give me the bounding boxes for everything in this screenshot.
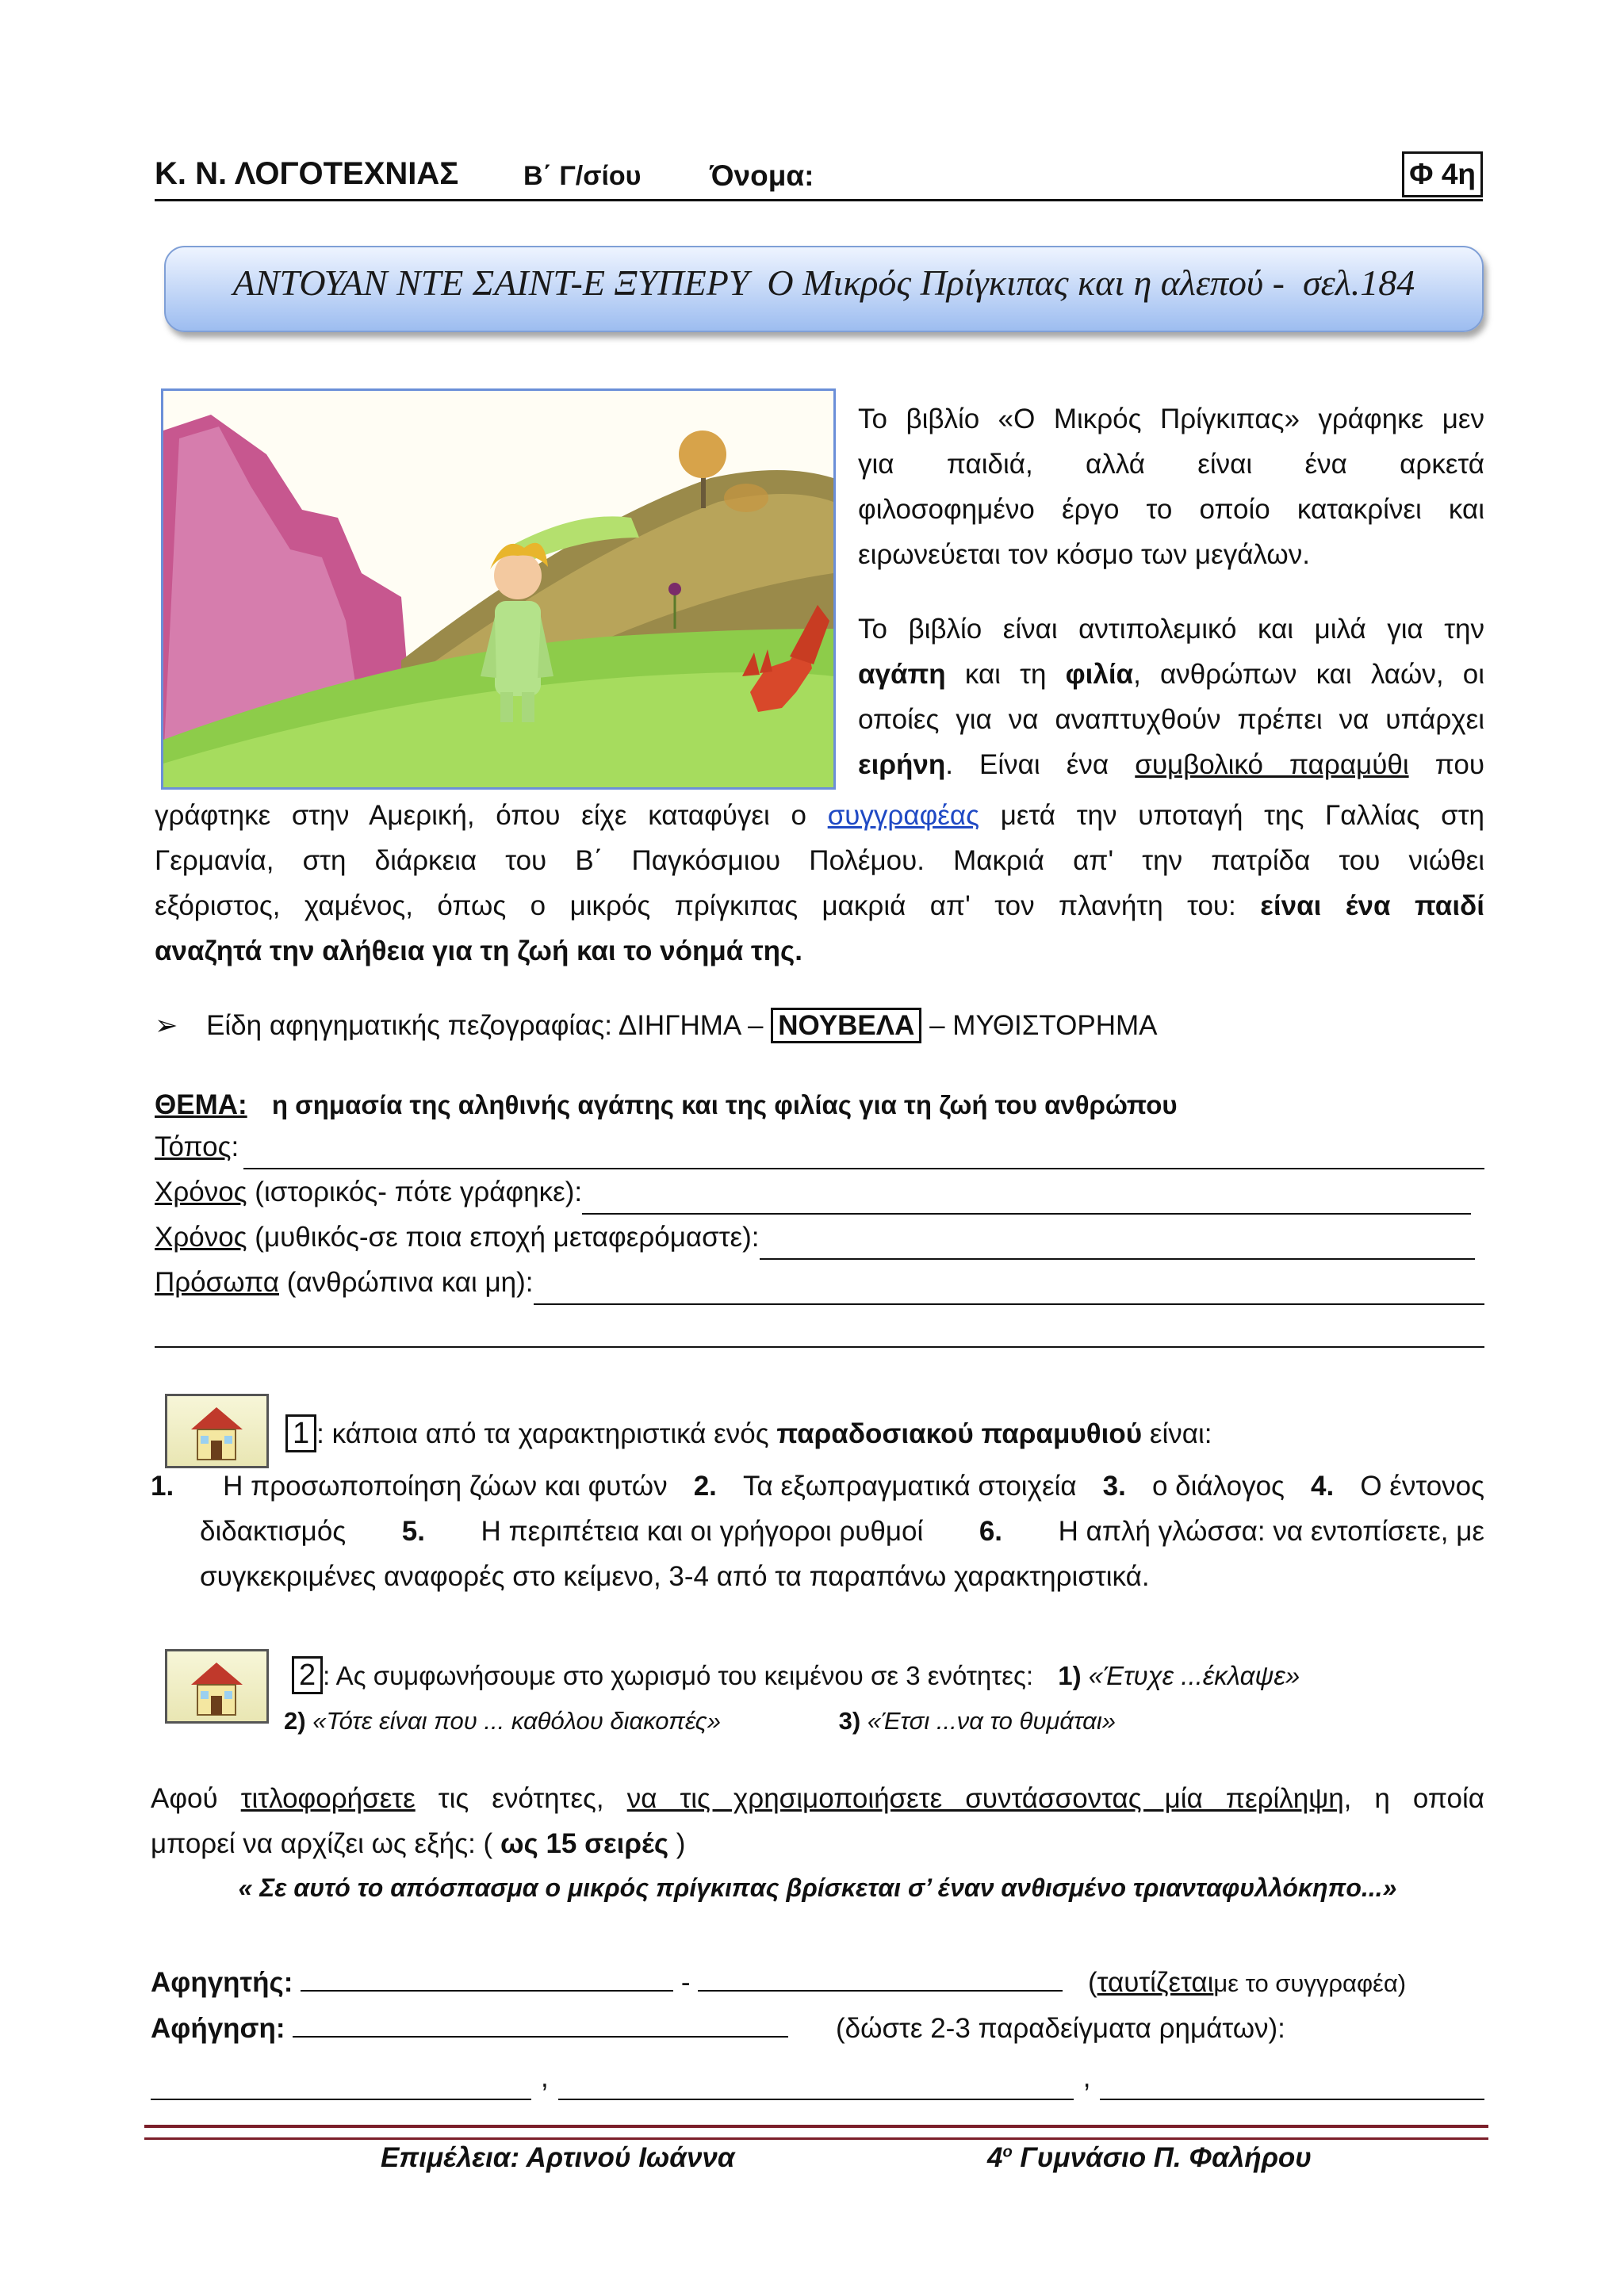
comma: , [541,2062,549,2093]
note-identified: ταυτίζεται [1097,1967,1214,1998]
task1-line: συγκεκριμένες αναφορές στο κείμενο, 3-4 από τα παραπάνω χαρακτηριστικά. [200,1561,1150,1592]
intro-line: Γερμανία, στη διάρκεια του Β΄ Παγκόσμιου Πολέμου. Μακριά απ' την πατρίδα του νιώθει [155,845,1484,876]
house-icon [165,1649,269,1724]
time-mythical-field [155,1215,1475,1260]
summary-start-quote: « Σε αυτό το απόσπασμα ο μικρός πρίγκιπας βρίσκεται σ’ έναν ανθισμένο τριανταφυλλόκηπο...» [238,1873,1397,1902]
traditional-tale: παραδοσιακού παραμυθιού [776,1418,1143,1449]
task2-line [151,1776,1484,1821]
banner-page: σελ.184 [1302,262,1415,303]
task2-number: 2 [292,1656,323,1694]
task2-intro-text: : Ας συμφωνήσουμε στο χωρισμό του κειμένου σε 3 ενότητες: [323,1661,1034,1690]
task1-list [151,1464,1484,1599]
task2-intro [292,1655,1300,1696]
narration-row [151,2004,1285,2051]
illustration-svg [163,391,833,787]
intro-fragment: γράφτηκε στην Αμερική, όπου είχε καταφύγει ο [155,800,806,831]
section-1: «Έτυχε ...έκλαψε» [1088,1661,1300,1690]
time-historical-field [155,1169,1471,1215]
friendship-word: φιλία [1065,659,1134,690]
footer-school [987,2142,1312,2174]
persons-field [155,1260,1484,1305]
house-icon [165,1394,269,1468]
task1-intro-text: : κάποια από τα χαρακτηριστικά ενός [316,1418,769,1449]
theme-text: η σημασία της αληθινής αγάπης και της φιλίας για τη ζωή του ανθρώπου [271,1090,1178,1119]
narrator-label: Αφηγητής: [151,1967,293,1998]
section-number: 3) [838,1707,861,1735]
task2-fragment: τις ενότητες, [438,1783,604,1814]
task2-fragment: ως 15 σειρές [500,1828,669,1859]
task2-fragment: τιτλοφορήσετε [240,1783,416,1814]
subject-label: Κ. Ν. ΛΟΓΟΤΕΧΝΙΑΣ [155,156,459,191]
time-mythical-input-line[interactable] [760,1223,1475,1260]
header [155,155,1483,201]
place-label: Τόπος [155,1131,232,1162]
name-label: Όνομα: [710,159,814,192]
footer-editor: Επιμέλεια: Αρτινού Ιωάννα [381,2142,735,2173]
fields-block [155,1124,1484,1348]
intro-fragment: εξόριστος, χαμένος, όπως ο μικρός πρίγκιπας μακριά απ' τον πλανήτη του: [155,890,1236,921]
time-label: Χρόνος [155,1222,247,1253]
arrow-bullet-icon: ➢ [155,1010,178,1041]
intro-line: για παιδιά, αλλά είναι ένα αρκετά [858,449,1484,480]
list-number: 3. [1102,1471,1126,1502]
verbs-row [151,2055,1484,2100]
intro-line [155,883,1484,928]
narrator-input-line-2[interactable] [698,1958,1063,1992]
banner-text [166,262,1482,304]
feature: Η περιπέτεια και οι γρήγοροι ρυθμοί [481,1516,924,1547]
task2-line [151,1821,1484,1866]
genres-label: Είδη αφηγηματικής πεζογραφίας: ΔΙΗΓΗΜΑ – [206,1010,764,1041]
school-number: 4 [987,2142,1003,2173]
intro-line: οποίες για να αναπτυχθούν πρέπει να υπάρχει [858,704,1484,735]
task2-paragraph [151,1776,1484,1866]
task1-intro [285,1411,1212,1456]
intro-fragment: . Είναι ένα [945,749,1109,780]
verb-input-line-2[interactable] [558,2067,1074,2100]
task2-fragment: να τις χρησιμοποιήσετε συντάσσοντας μία περίληψη [626,1783,1344,1814]
love-word: αγάπη [858,659,946,690]
list-number: 5. [401,1516,425,1547]
banner-author: ΑΝΤΟΥΑΝ ΝΤΕ ΣΑΙΝΤ-Ε ΞΥΠΕΡΥ [232,262,749,303]
feature: Ο έντονος [1360,1471,1484,1502]
extra-input-line[interactable] [155,1305,1484,1348]
comma: , [1082,2062,1091,2093]
section-number: 1) [1058,1661,1082,1690]
task2-fragment: μπορεί να αρχίζει ως εξής: ( [151,1828,493,1859]
feature: Η απλή γλώσσα: να εντοπίσετε, με [1058,1516,1484,1547]
footer-rule [144,2125,1488,2140]
intro-line: Το βιβλίο «Ο Μικρός Πρίγκιπας» γράφηκε μεν [858,404,1484,434]
theme-label: ΘΕΜΑ: [155,1089,247,1120]
narrator-input-line-1[interactable] [301,1958,673,1992]
genres-rest: – ΜΥΘΙΣΤΟΡΗΜΑ [929,1010,1158,1041]
intro-line: αναζητά την αλήθεια για τη ζωή και το νόημά της. [155,936,802,966]
list-number: 2. [693,1471,717,1502]
section-3: «Έτσι ...να το θυμάται» [867,1707,1116,1735]
feature: ο διάλογος [1151,1471,1285,1502]
task2-fragment: Αφού [151,1783,218,1814]
intro-fragment: που [1434,749,1484,780]
title-banner [164,246,1484,332]
school-name: Γυμνάσιο Π. Φαλήρου [1020,2142,1312,2173]
place-input-line[interactable] [243,1133,1484,1169]
narration-label: Αφήγηση: [151,2013,285,2044]
task1-intro-end: είναι: [1149,1418,1212,1449]
intro-line: Το βιβλίο είναι αντιπολεμικό και μιλά για την [858,614,1484,645]
intro-fragment: είναι ένα παιδί [1260,890,1484,921]
little-prince-illustration [161,388,836,790]
intro-line: ειρωνεύεται τον κόσμο των μεγάλων. [858,539,1310,570]
worksheet-code: Φ 4η [1402,151,1483,197]
task2-fragment: , η οποία [1343,1783,1485,1814]
genres-line [155,1003,1158,1048]
task1-number: 1 [285,1414,316,1452]
feature: Η προσωποποίηση ζώων και φυτών [223,1471,668,1502]
narration-input-line[interactable] [293,2004,788,2038]
intro-line: φιλοσοφημένο έργο το οποίο κατακρίνει και [858,494,1484,525]
list-number: 6. [979,1516,1003,1547]
task1-line [151,1464,1484,1509]
intro-line [858,652,1484,697]
class-label: Β΄ Γ/σίου [523,161,642,191]
genre-selected: ΝΟΥΒΕΛΑ [771,1008,921,1043]
intro-line [858,742,1484,787]
time-hist-rest: (ιστορικός- πότε γράφηκε): [255,1177,583,1207]
note-open: ( [1088,1967,1097,1998]
banner-work: Ο Μικρός Πρίγκιπας και η αλεπού - [767,262,1285,303]
theme-line [155,1086,1178,1124]
narrator-note [1088,1967,1406,1998]
time-myth-rest: (μυθικός-σε ποια εποχή μεταφερόμαστε): [255,1222,760,1253]
section-number: 2) [284,1707,306,1735]
verb-input-line-1[interactable] [151,2067,531,2100]
narrator-row [151,1958,1406,2006]
time-historical-input-line[interactable] [582,1178,1471,1215]
intro-paragraph-2 [858,607,1484,787]
list-number: 1. [151,1471,174,1502]
intro-fragment: μετά την υποταγή της Γαλλίας στη [1000,800,1485,831]
verb-input-line-3[interactable] [1100,2067,1484,2100]
persons-label: Πρόσωπα [155,1267,279,1298]
task1-line [151,1509,1484,1554]
task2-sections [284,1703,1116,1739]
persons-rest: (ανθρώπινα και μη): [286,1267,534,1298]
feature: Τα εξωπραγματικά στοιχεία [742,1471,1077,1502]
time-label: Χρόνος [155,1177,247,1207]
intro-line [155,793,1484,838]
note-rest: με το συγγραφέα) [1213,1969,1407,1997]
school-superscript: ο [1002,2143,1013,2161]
intro-paragraph-1 [858,396,1484,577]
narration-note: (δώστε 2-3 παραδείγματα ρημάτων): [835,2013,1285,2044]
feature: διδακτισμός [200,1516,347,1547]
place-suffix: : [231,1131,239,1162]
place-field [155,1124,1484,1169]
peace-word: ειρήνη [858,749,946,780]
intro-paragraph-3 [155,793,1484,974]
symbolic-tale: συμβολικό παραμύθι [1135,749,1409,780]
section-2: «Τότε είναι που ... καθόλου διακοπές» [312,1707,721,1735]
author-link[interactable]: συγγραφέας [827,800,979,831]
task2-fragment: ) [676,1828,686,1859]
dash: - [680,1967,691,1998]
intro-fragment: και τη [964,659,1047,690]
persons-input-line[interactable] [534,1269,1484,1305]
list-number: 4. [1311,1471,1335,1502]
intro-fragment: , ανθρώπων και λαών, οι [1133,659,1484,690]
